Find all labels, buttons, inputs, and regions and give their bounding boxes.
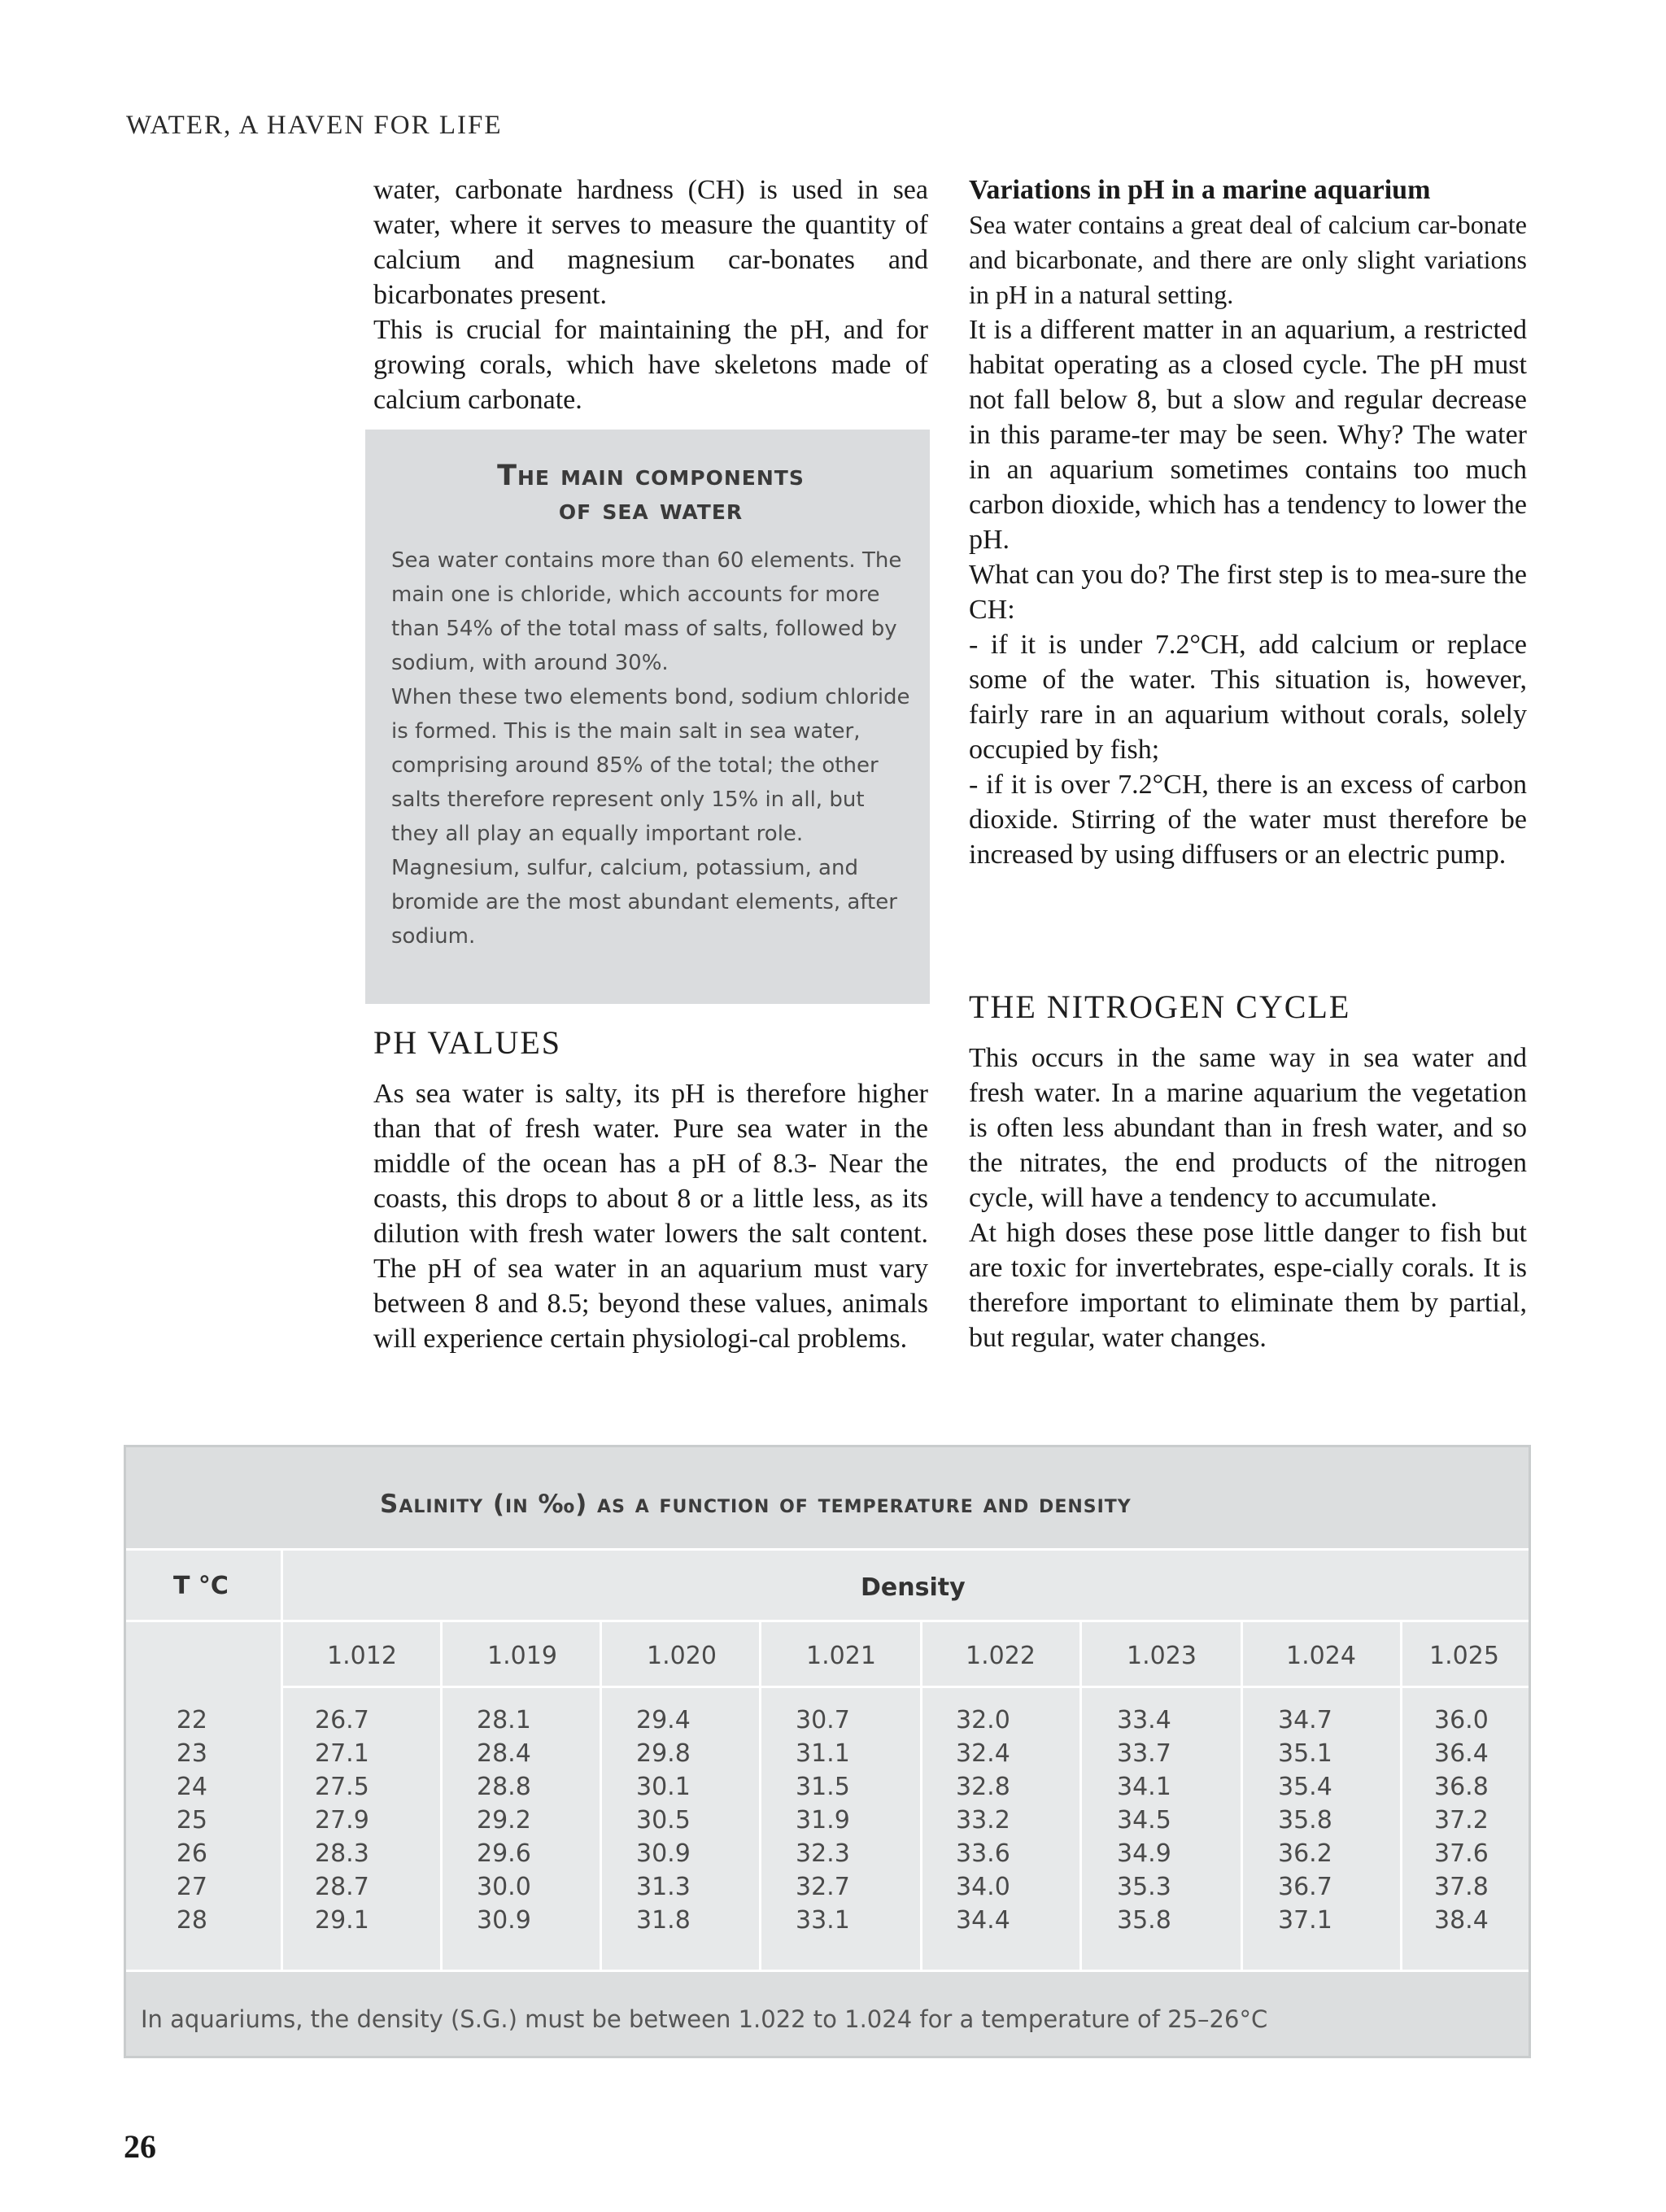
salinity-cell: 35.8 [1117,1906,1171,1935]
salinity-cell: 33.4 [1117,1706,1171,1734]
page-number: 26 [124,2128,156,2165]
salinity-cell: 33.2 [956,1806,1010,1835]
ph-section [373,1023,928,1356]
salinity-cell: 30.7 [796,1706,850,1734]
salinity-cell: 33.6 [956,1839,1010,1868]
running-head: WATER, A HAVEN FOR LIFE [126,111,503,140]
density-value: 1.023 [1127,1642,1197,1670]
salinity-cell: 30.9 [477,1906,531,1935]
salinity-cell: 36.4 [1434,1739,1489,1768]
salinity-cell: 35.4 [1278,1773,1332,1801]
salinity-cell: 37.8 [1434,1873,1489,1901]
salinity-cell: 35.3 [1117,1873,1171,1901]
salinity-cell: 36.0 [1434,1706,1489,1734]
density-value: 1.025 [1429,1642,1499,1670]
box-title-line-2: of sea water [558,494,744,526]
variations-paragraph: Sea water contains a great deal of calcium car-bonate and bicarbonate, and there are only slight variations in pH in a natural setting. [969,210,1527,309]
box-title-line-1: The main components [497,460,805,492]
table-divider [440,1620,443,1970]
density-value: 1.012 [327,1642,397,1670]
salinity-cell: 29.8 [636,1739,691,1768]
salinity-cell: 38.4 [1434,1906,1489,1935]
table-divider [1079,1620,1082,1970]
salinity-cell: 34.5 [1117,1806,1171,1835]
salinity-cell: 32.3 [796,1839,850,1868]
salinity-cell: 28.8 [477,1773,531,1801]
table-divider [281,1551,283,1970]
table-footnote: In aquariums, the density (S.G.) must be between 1.022 to 1.024 for a temperature of 25–26°C [141,2005,1268,2033]
temperature-cell: 28 [176,1906,207,1935]
salinity-cell: 30.0 [477,1873,531,1901]
density-value: 1.024 [1286,1642,1356,1670]
salinity-cell: 29.2 [477,1806,531,1835]
salinity-cell: 29.1 [315,1906,369,1935]
salinity-cell: 30.5 [636,1806,691,1835]
salinity-cell: 27.5 [315,1773,369,1801]
salinity-cell: 34.0 [956,1873,1010,1901]
salinity-cell: 31.8 [636,1906,691,1935]
salinity-cell: 32.4 [956,1739,1010,1768]
temperature-header: T °C [173,1572,229,1600]
salinity-cell: 34.9 [1117,1839,1171,1868]
salinity-cell: 30.1 [636,1773,691,1801]
salinity-cell: 28.3 [315,1839,369,1868]
aquarium-paragraph: It is a different matter in an aquarium, a restricted habitat operating as a closed cycle. The pH must not fall below 8, but a slow and regular decrease in this parame-ter may be seen. Why? The water in an aquarium sometimes contains too much carbon dioxide, which has a tendency to lower the pH. [969,315,1527,555]
temperature-cell: 25 [176,1806,207,1835]
salinity-cell: 34.4 [956,1906,1010,1935]
salinity-cell: 29.4 [636,1706,691,1734]
temperature-cell: 22 [176,1706,207,1734]
box-paragraph-2: When these two elements bond, sodium chloride is formed. This is the main salt in sea water, comprising around 85% of the total; the other salts therefore represent only 15% in all, but they all play an equally important role. Magnesium, sulfur, calcium, potassium, and bromide are the most abundant elements, after sodium. [391,685,910,949]
salinity-table [126,1548,1529,1972]
salinity-cell: 36.2 [1278,1839,1332,1868]
salinity-cell: 28.7 [315,1873,369,1901]
intro-paragraph: water, carbonate hardness (CH) is used in sea water, where it serves to measure the quantity of calcium and magnesium car-bonates and bicarbonates present. [373,175,928,310]
over-ch-paragraph: - if it is over 7.2°CH, there is an excess of carbon dioxide. Stirring of the water must therefore be increased by using diffusers or an electric pump. [969,770,1527,870]
salinity-table-title: Salinity (in ‰) as a function of temperature and density [380,1490,1132,1519]
salinity-cell: 32.8 [956,1773,1010,1801]
table-divider [283,1686,1529,1688]
density-header: Density [861,1573,966,1602]
what-to-do-paragraph: What can you do? The first step is to mea-sure the CH: [969,560,1527,625]
salinity-cell: 26.7 [315,1706,369,1734]
density-value: 1.021 [806,1642,876,1670]
salinity-cell: 36.7 [1278,1873,1332,1901]
density-value: 1.022 [966,1642,1036,1670]
salinity-table-box [124,1445,1531,2058]
salinity-cell: 37.2 [1434,1806,1489,1835]
table-divider [600,1620,602,1970]
box-paragraph-1: Sea water contains more than 60 elements. The main one is chloride, which accounts for more than 54% of the total mass of salts, followed by sodium, with around 30%. [391,548,902,675]
nitrogen-paragraph-2: At high doses these pose little danger to fish but are toxic for invertebrates, espe-cially corals. It is therefore important to eliminate them by partial, but regular, water changes. [969,1218,1527,1353]
salinity-cell: 32.0 [956,1706,1010,1734]
salinity-cell: 31.1 [796,1739,850,1768]
left-column [373,172,928,417]
salinity-cell: 34.1 [1117,1773,1171,1801]
temperature-cell: 27 [176,1873,207,1901]
salinity-cell: 36.8 [1434,1773,1489,1801]
salinity-cell: 31.5 [796,1773,850,1801]
density-value: 1.019 [487,1642,557,1670]
ph-values-paragraph: As sea water is salty, its pH is therefore higher than that of fresh water. Pure sea water in the middle of the ocean has a pH of 8.3- Near the coasts, this drops to about 8 or a little less, as its dilution with fresh water lowers the salt content. The pH of sea water in an aquarium must vary between 8 and 8.5; beyond these values, animals will experience certain physiologi-cal problems. [373,1079,928,1354]
salinity-cell: 37.1 [1278,1906,1332,1935]
salinity-cell: 37.6 [1434,1839,1489,1868]
table-divider [1241,1620,1243,1970]
variations-heading: Variations in pH in a marine aquarium [969,175,1431,205]
salinity-cell: 33.7 [1117,1739,1171,1768]
salinity-cell: 34.7 [1278,1706,1332,1734]
right-column [969,172,1527,872]
table-divider [759,1620,761,1970]
salinity-cell: 28.4 [477,1739,531,1768]
table-divider [920,1620,922,1970]
salinity-cell: 35.8 [1278,1806,1332,1835]
nitrogen-section [969,988,1527,1355]
nitrogen-cycle-heading: THE NITROGEN CYCLE [969,988,1351,1025]
salinity-cell: 28.1 [477,1706,531,1734]
table-divider [1400,1620,1402,1970]
table-divider [126,1620,1529,1622]
temperature-cell: 23 [176,1739,207,1768]
salinity-cell: 29.6 [477,1839,531,1868]
temperature-cell: 24 [176,1773,207,1801]
salinity-cell: 33.1 [796,1906,850,1935]
salinity-cell: 35.1 [1278,1739,1332,1768]
salinity-cell: 27.9 [315,1806,369,1835]
sea-water-components-box [365,430,930,1004]
under-ch-paragraph: - if it is under 7.2°CH, add calcium or replace some of the water. This situation is, however, fairly rare in an aquarium without corals, solely occupied by fish; [969,630,1527,765]
salinity-cell: 31.9 [796,1806,850,1835]
ph-values-heading: PH VALUES [373,1024,562,1061]
density-value: 1.020 [647,1642,717,1670]
intro-paragraph-2: This is crucial for maintaining the pH, and for growing corals, which have skeletons made of calcium carbonate. [373,315,928,415]
salinity-cell: 30.9 [636,1839,691,1868]
salinity-cell: 31.3 [636,1873,691,1901]
temperature-cell: 26 [176,1839,207,1868]
salinity-cell: 32.7 [796,1873,850,1901]
nitrogen-paragraph-1: This occurs in the same way in sea water and fresh water. In a marine aquarium the vegetation is often less abundant than in fresh water, and so the nitrates, the end products of the nitrogen cycle, will have a tendency to accumulate. [969,1043,1527,1213]
salinity-cell: 27.1 [315,1739,369,1768]
box-title [391,459,910,527]
